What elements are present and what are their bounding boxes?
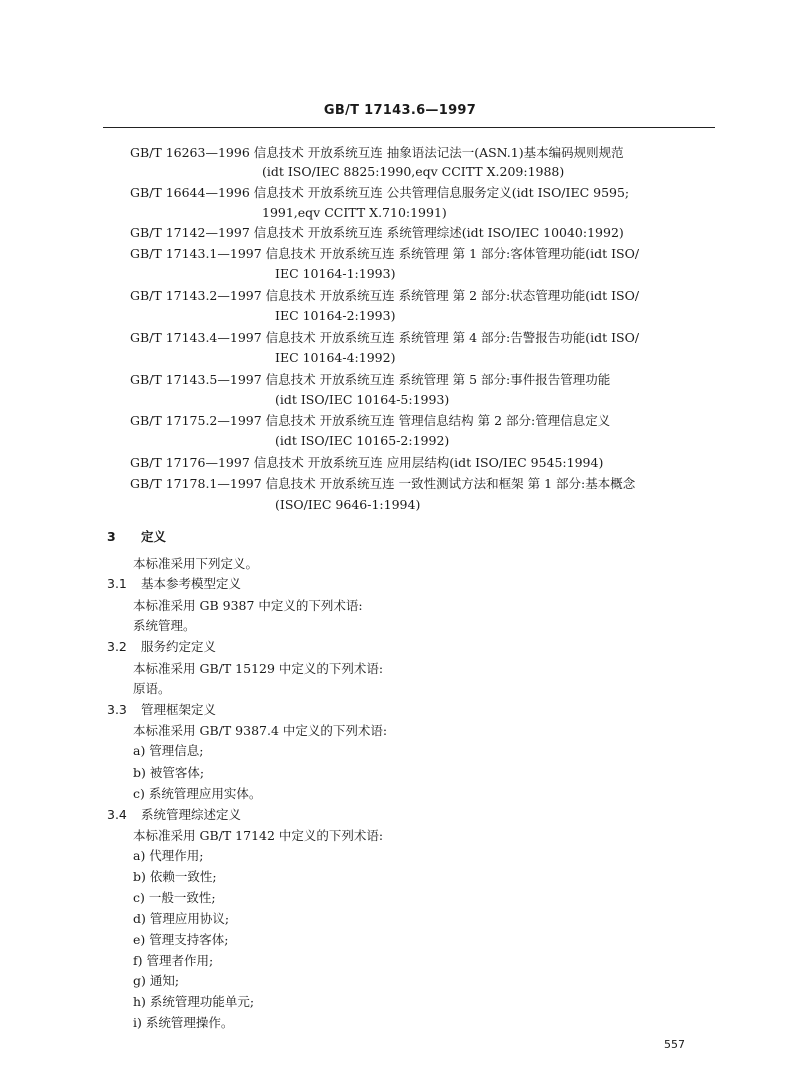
term-item: f) 管理者作用; [133,953,214,968]
subsection-title: 基本参考模型定义 [141,576,242,591]
section-title: 定义 [141,529,167,544]
term-item: d) 管理应用协议; [133,911,230,926]
subsection-title: 系统管理综述定义 [141,807,242,822]
page-number: 557 [664,1038,685,1051]
subsection-number: 3.1 [107,576,127,591]
term-item: g) 通知; [133,973,180,988]
term-item: c) 一般一致性; [133,890,216,905]
reference-line: IEC 10164-2:1993) [275,308,396,323]
section-heading [107,528,166,546]
term-item: i) 系统管理操作。 [133,1015,234,1030]
standard-id-header: GB/T 17143.6—1997 [323,103,477,118]
reference-line: GB/T 17143.2—1997 信息技术 开放系统互连 系统管理 第 2 部分:状态管理功能(idt ISO/ [130,288,640,303]
reference-line: GB/T 17143.4—1997 信息技术 开放系统互连 系统管理 第 4 部分:告警报告功能(idt ISO/ [130,330,640,345]
term-item: a) 代理作用; [133,848,204,863]
reference-line: 1991,eqv CCITT X.710:1991) [262,205,447,220]
reference-line: GB/T 16263—1996 信息技术 开放系统互连 抽象语法记法一(ASN.1)基本编码规则规范 [130,145,624,160]
reference-line: GB/T 16644—1996 信息技术 开放系统互连 公共管理信息服务定义(idt ISO/IEC 9595; [130,185,630,200]
subsection-number: 3.3 [107,702,127,717]
subsection-lead: 本标准采用 GB/T 17142 中定义的下列术语: [133,828,384,843]
term-item: e) 管理支持客体; [133,932,229,947]
subsection-lead: 本标准采用 GB/T 9387.4 中定义的下列术语: [133,723,388,738]
reference-line: GB/T 17143.5—1997 信息技术 开放系统互连 系统管理 第 5 部分:事件报告管理功能 [130,372,611,387]
subsection-number: 3.2 [107,639,127,654]
subsection-heading [107,575,241,593]
term-item: 系统管理。 [133,618,196,633]
section-intro: 本标准采用下列定义。 [133,556,259,571]
term-item: b) 被管客体; [133,765,205,780]
reference-line: (idt ISO/IEC 10165-2:1992) [275,433,450,448]
subsection-title: 管理框架定义 [141,702,217,717]
reference-line: IEC 10164-4:1992) [275,350,396,365]
term-item: h) 系统管理功能单元; [133,994,255,1009]
subsection-title: 服务约定定义 [141,639,217,654]
reference-line: GB/T 17142—1997 信息技术 开放系统互连 系统管理综述(idt ISO/IEC 10040:1992) [130,225,624,240]
reference-line: (idt ISO/IEC 10164-5:1993) [275,392,450,407]
subsection-heading [107,806,241,824]
subsection-lead: 本标准采用 GB 9387 中定义的下列术语: [133,598,363,613]
reference-line: GB/T 17143.1—1997 信息技术 开放系统互连 系统管理 第 1 部分:客体管理功能(idt ISO/ [130,246,640,261]
subsection-number: 3.4 [107,807,127,822]
reference-line: IEC 10164-1:1993) [275,266,396,281]
term-item: a) 管理信息; [133,743,204,758]
reference-line: GB/T 17178.1—1997 信息技术 开放系统互连 一致性测试方法和框架 第 1 部分:基本概念 [130,476,636,491]
term-item: b) 依赖一致性; [133,869,217,884]
reference-line: (idt ISO/IEC 8825:1990,eqv CCITT X.209:1988) [262,164,565,179]
subsection-heading [107,701,216,719]
reference-line: GB/T 17175.2—1997 信息技术 开放系统互连 管理信息结构 第 2 部分:管理信息定义 [130,413,611,428]
subsection-lead: 本标准采用 GB/T 15129 中定义的下列术语: [133,661,384,676]
subsection-heading [107,638,216,656]
reference-line: (ISO/IEC 9646-1:1994) [275,497,421,512]
term-item: c) 系统管理应用实体。 [133,786,262,801]
section-number: 3 [107,529,116,544]
reference-line: GB/T 17176—1997 信息技术 开放系统互连 应用层结构(idt ISO/IEC 9545:1994) [130,455,604,470]
term-item: 原语。 [133,681,171,696]
header-rule [103,127,715,128]
